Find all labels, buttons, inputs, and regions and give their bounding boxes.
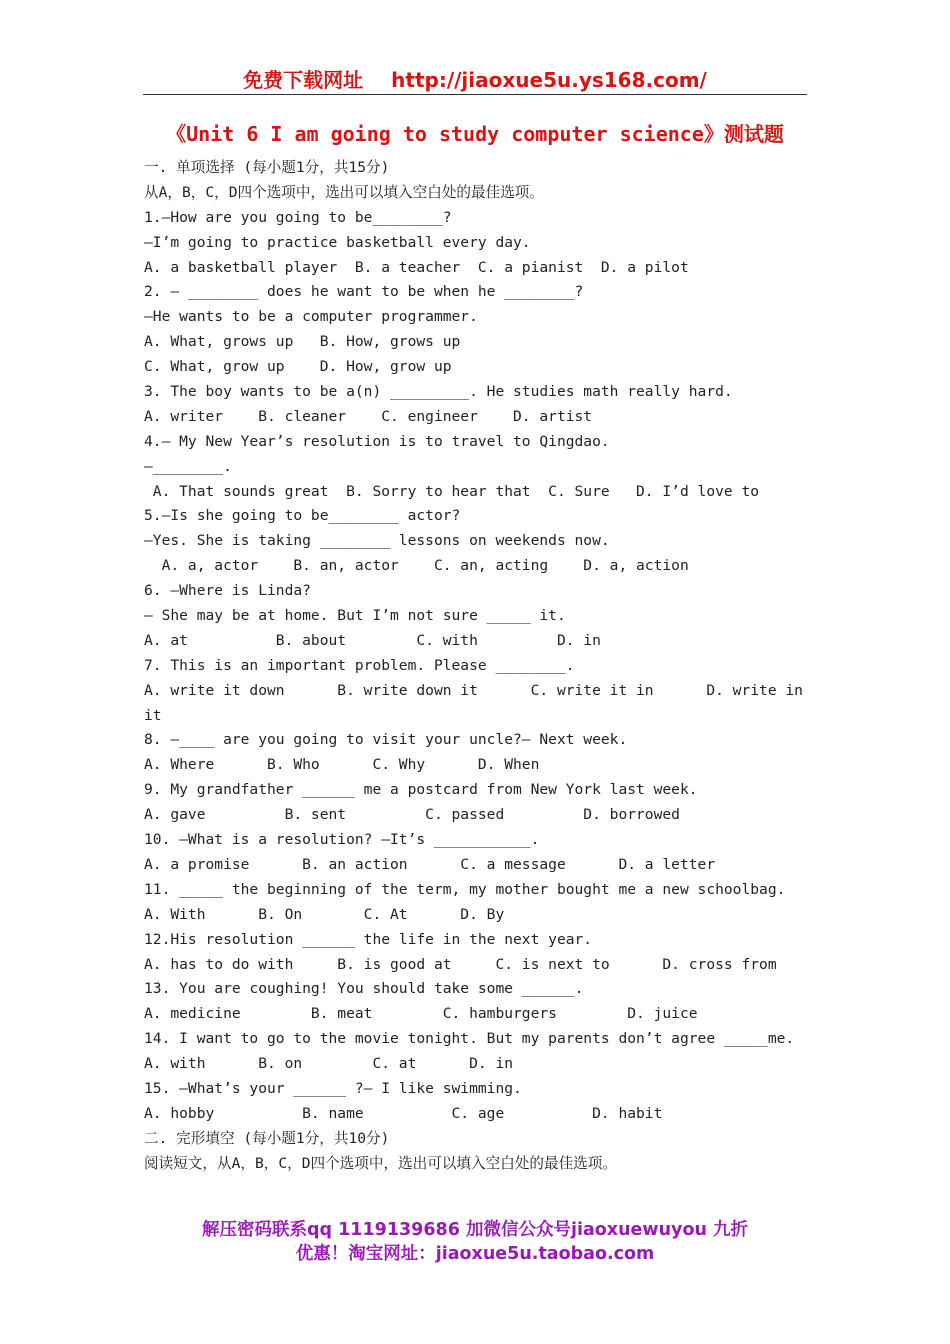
section-heading: 二. 完形填空 (每小题1分，共10分) bbox=[144, 1129, 390, 1147]
question-list bbox=[144, 156, 808, 1177]
question-line: 14. I want to go to the movie tonight. But my parents don’t agree _____me. bbox=[144, 1030, 795, 1048]
question-line: 13. You are coughing! You should take some ______. bbox=[144, 980, 584, 998]
options-line: A. write it down B. write down it C. write it in D. write in bbox=[144, 681, 803, 699]
options-line: A. writer B. cleaner C. engineer D. artist bbox=[144, 407, 593, 425]
question-line: —I’m going to practice basketball every day. bbox=[144, 233, 531, 251]
question-line: —Yes. She is taking ________ lessons on weekends now. bbox=[144, 532, 610, 550]
options-line: A. at B. about C. with D. in bbox=[144, 631, 601, 649]
footer-line-2: 优惠！淘宝网址：jiaoxue5u.taobao.com bbox=[295, 1244, 655, 1264]
question-line: 12.His resolution ______ the life in the next year. bbox=[144, 930, 593, 948]
options-line: A. With B. On C. At D. By bbox=[144, 905, 505, 923]
page-header bbox=[0, 64, 950, 93]
question-line: —He wants to be a computer programmer. bbox=[144, 308, 478, 326]
options-line: A. medicine B. meat C. hamburgers D. juice bbox=[144, 1005, 698, 1023]
question-line: 11. _____ the beginning of the term, my mother bought me a new schoolbag. bbox=[144, 880, 786, 898]
question-line: 3. The boy wants to be a(n) _________. He studies math really hard. bbox=[144, 383, 733, 401]
question-line: —________. bbox=[144, 457, 232, 475]
question-line: 5.—Is she going to be________ actor? bbox=[144, 507, 461, 525]
document-title: 《Unit 6 I am going to study computer science》测试题 bbox=[166, 122, 784, 146]
options-line: A. hobby B. name C. age D. habit bbox=[144, 1104, 663, 1122]
section-heading: 一. 单项选择 (每小题1分，共15分) bbox=[144, 159, 390, 176]
options-line: A. a basketball player B. a teacher C. a pianist D. a pilot bbox=[144, 258, 689, 276]
header-url-link[interactable]: http://jiaoxue5u.ys168.com/ bbox=[391, 68, 707, 92]
footer-line-1: 解压密码联系qq 1119139686 加微信公众号jiaoxuewuyou 九折 bbox=[201, 1220, 749, 1240]
header-divider bbox=[143, 94, 807, 95]
question-line: 1.—How are you going to be________? bbox=[144, 208, 452, 226]
question-line: 10. —What is a resolution? —It’s ___________. bbox=[144, 831, 540, 849]
options-line: A. has to do with B. is good at C. is next to D. cross from bbox=[144, 955, 777, 973]
question-line: 8. —____ are you going to visit your uncle?— Next week. bbox=[144, 731, 628, 749]
options-line: A. Where B. Who C. Why D. When bbox=[144, 756, 540, 774]
question-line: — She may be at home. But I’m not sure _____ it. bbox=[144, 607, 566, 625]
options-line: it bbox=[144, 706, 162, 724]
options-line: A. a, actor B. an, actor C. an, acting D. a, action bbox=[144, 557, 689, 575]
instruction: 从A，B，C，D四个选项中，选出可以填入空白处的最佳选项。 bbox=[144, 183, 544, 201]
instruction: 阅读短文，从A，B，C，D四个选项中，选出可以填入空白处的最佳选项。 bbox=[144, 1154, 617, 1172]
header-label: 免费下载网址 bbox=[243, 68, 364, 92]
page-footer bbox=[0, 1218, 950, 1266]
question-line: 7. This is an important problem. Please ________. bbox=[144, 656, 575, 674]
options-line: A. What, grows up B. How, grows up bbox=[144, 333, 461, 351]
question-line: 15. —What’s your ______ ?— I like swimming. bbox=[144, 1079, 522, 1097]
options-line: A. a promise B. an action C. a message D. a letter bbox=[144, 855, 716, 873]
options-line: C. What, grow up D. How, grow up bbox=[144, 358, 452, 376]
question-line: 9. My grandfather ______ me a postcard from New York last week. bbox=[144, 781, 698, 799]
question-line: 4.— My New Year’s resolution is to travel to Qingdao. bbox=[144, 432, 610, 450]
options-line: A. with B. on C. at D. in bbox=[144, 1055, 514, 1073]
options-line: A. gave B. sent C. passed D. borrowed bbox=[144, 806, 680, 824]
options-line: A. That sounds great B. Sorry to hear that C. Sure D. I’d love to bbox=[144, 482, 760, 500]
question-line: 6. —Where is Linda? bbox=[144, 582, 311, 600]
question-line: 2. — ________ does he want to be when he ________? bbox=[144, 283, 584, 301]
